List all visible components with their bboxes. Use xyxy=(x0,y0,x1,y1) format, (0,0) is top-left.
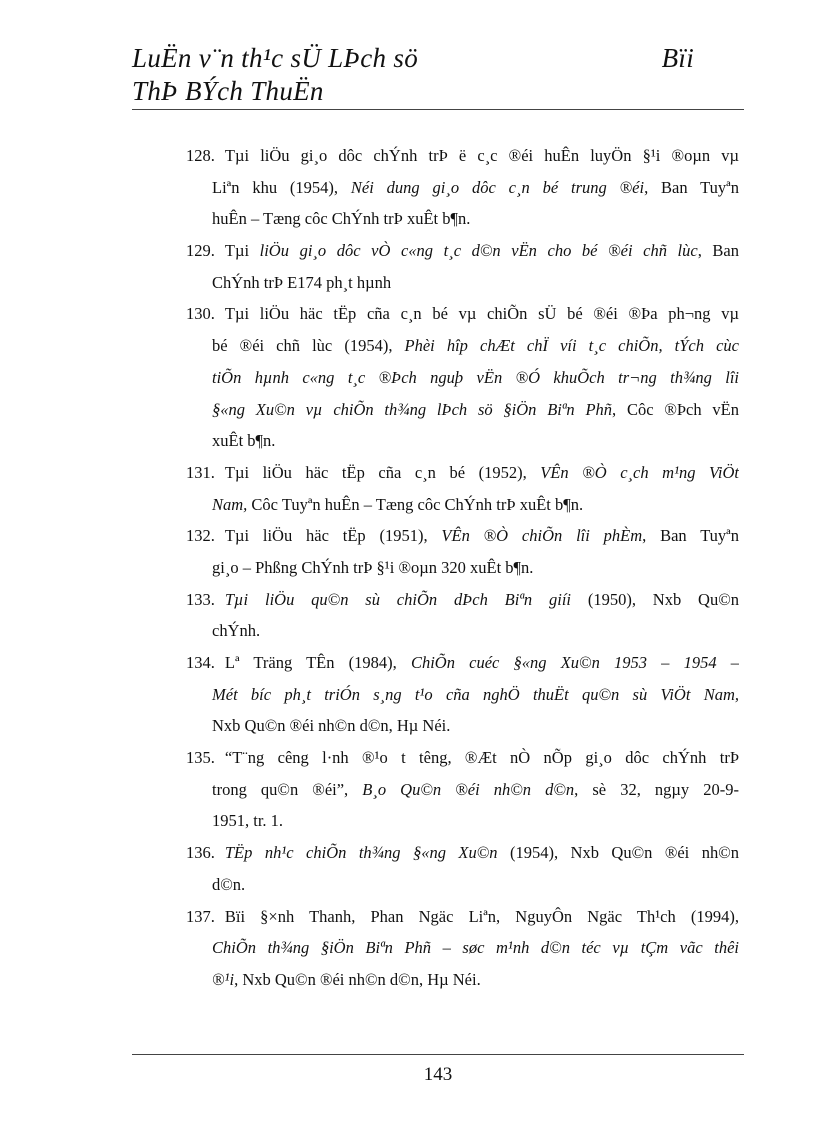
reference-number: 129. xyxy=(186,241,215,261)
reference-list xyxy=(186,140,739,996)
reference-text: chÝnh. xyxy=(212,621,261,641)
reference-text: gi¸o – Phßng ChÝnh trÞ §¹i ®oµn 320 xuÊt b¶n. xyxy=(212,557,534,577)
reference-number: 131. xyxy=(186,462,215,482)
reference-title-text: ChiÕn th¾ng §iÖn Biªn Phñ – søc m¹nh d©n téc vµ tÇm vãc thêi xyxy=(212,938,739,958)
reference-line xyxy=(186,140,739,172)
reference-line xyxy=(186,901,739,933)
reference-number: 128. xyxy=(186,146,215,165)
reference-text: , Nxb Qu©n ®éi nh©n d©n, Hµ Néi. xyxy=(234,969,481,989)
reference-text: , Ban Tuyªn xyxy=(642,526,739,546)
reference-text: d©n. xyxy=(212,874,246,894)
reference-line xyxy=(186,584,739,616)
page-number: 143 xyxy=(423,1064,453,1085)
reference-number: 137. xyxy=(186,906,215,926)
reference-item xyxy=(186,837,739,900)
reference-line xyxy=(186,267,739,299)
reference-title-text: TËp nh¹c chiÕn th¾ng §«ng Xu©n xyxy=(224,843,498,863)
reference-line xyxy=(186,679,739,711)
reference-line xyxy=(186,235,739,267)
reference-line xyxy=(186,298,739,330)
reference-text: Tµi liÖu häc tËp cña c¸n bé vµ chiÕn sÜ bé ®éi ®Þa ph¬ng vµ xyxy=(224,304,739,324)
reference-number: 132. xyxy=(186,526,215,546)
reference-number: 130. xyxy=(186,304,215,324)
reference-title-text: ChiÕn cuéc §«ng Xu©n 1953 – 1954 – xyxy=(410,653,739,672)
header-author-name: ThÞ BÝch ThuËn xyxy=(132,76,324,106)
reference-item xyxy=(186,457,739,520)
reference-line xyxy=(186,203,739,235)
reference-title-text: Néi dung gi¸o dôc c¸n bé trung ®éi xyxy=(350,177,645,197)
reference-number: 133. xyxy=(186,589,215,609)
reference-text: Tµi liÖu gi¸o dôc chÝnh trÞ ë c¸c ®éi huÊn luyÖn §¹i ®oµn vµ xyxy=(224,146,739,165)
reference-number: 134. xyxy=(186,653,215,672)
reference-text: Bïi §×nh Thanh, Phan Ngäc Liªn, NguyÔn Ngäc Th¹ch (1994), xyxy=(224,906,739,926)
reference-item xyxy=(186,140,739,235)
reference-item xyxy=(186,520,739,583)
reference-line xyxy=(186,964,739,996)
page-header xyxy=(132,42,744,110)
reference-text: bé ®éi chñ lùc (1954), xyxy=(212,336,405,356)
reference-item xyxy=(186,742,739,837)
reference-line xyxy=(186,489,739,521)
header-line-1 xyxy=(132,42,744,74)
reference-title-text: §«ng Xu©n vµ chiÕn th¾ng lÞch sö §iÖn Biªn Phñ xyxy=(212,399,613,419)
reference-title-text: VÊn ®Ò chiÕn lîi phÈm xyxy=(441,526,643,546)
reference-text: Lª Träng TÊn (1984), xyxy=(224,653,411,672)
reference-title-text: liÖu gi¸o dôc vÒ c«ng t¸c d©n vËn cho bé ®éi chñ lùc xyxy=(259,241,698,261)
reference-line xyxy=(186,425,739,457)
reference-line xyxy=(186,647,739,679)
reference-text: ChÝnh trÞ E174 ph¸t hµnh xyxy=(212,272,392,292)
reference-item xyxy=(186,298,739,456)
reference-text: (1950), Nxb Qu©n xyxy=(571,589,739,609)
reference-title-text: VÊn ®Ò c¸ch m¹ng ViÖt xyxy=(540,462,739,482)
reference-item xyxy=(186,647,739,742)
reference-item xyxy=(186,235,739,298)
reference-line xyxy=(186,457,739,489)
reference-text: trong qu©n ®éi”, xyxy=(212,779,363,799)
reference-text: “T¨ng cêng l·nh ®¹o t têng, ®Æt nÒ nÕp gi¸o dôc chÝnh trÞ xyxy=(224,748,739,768)
reference-line xyxy=(186,742,739,774)
header-rule xyxy=(132,109,744,110)
reference-text: , sè 32, ngµy 20-9- xyxy=(574,779,739,799)
reference-line xyxy=(186,869,739,901)
reference-title-text: tiÕn hµnh c«ng t¸c ®Þch nguþ vËn ®Ó khuÕch tr¬ng th¾ng lîi xyxy=(212,367,739,387)
reference-title-text: B¸o Qu©n ®éi nh©n d©n xyxy=(362,779,575,799)
reference-text: Tµi liÖu häc tËp (1951), xyxy=(224,526,442,546)
reference-line xyxy=(186,520,739,552)
reference-text: 1951, tr. 1. xyxy=(212,811,284,831)
reference-text: , Côc ®Þch vËn xyxy=(612,399,739,419)
reference-text: (1954), Nxb Qu©n ®éi nh©n xyxy=(497,843,739,863)
reference-text: , Ban Tuyªn xyxy=(644,177,739,197)
reference-text: Côc Tuyªn huÊn – Tæng côc ChÝnh trÞ xuÊt b¶n. xyxy=(247,494,584,514)
reference-line xyxy=(186,932,739,964)
reference-line xyxy=(186,615,739,647)
reference-title-text: Mét bíc ph¸t triÓn s¸ng t¹o cña nghÖ thuËt qu©n sù ViÖt Nam, xyxy=(212,684,739,704)
footer-rule xyxy=(132,1054,744,1055)
reference-text: Liªn khu (1954), xyxy=(212,177,351,197)
reference-item xyxy=(186,584,739,647)
reference-line xyxy=(186,552,739,584)
reference-text: Tµi liÖu häc tËp cña c¸n bé (1952), xyxy=(224,462,541,482)
header-author-surname: Bïi xyxy=(661,43,694,73)
reference-line xyxy=(186,774,739,806)
reference-text: , Ban xyxy=(697,241,739,261)
reference-item xyxy=(186,901,739,996)
reference-line xyxy=(186,172,739,204)
reference-text: xuÊt b¶n. xyxy=(212,431,276,451)
reference-line xyxy=(186,394,739,426)
reference-title-text: Nam, xyxy=(212,494,248,514)
reference-title-text: Tµi liÖu qu©n sù chiÕn dÞch Biªn giíi xyxy=(224,589,571,609)
reference-line xyxy=(186,837,739,869)
reference-line xyxy=(186,710,739,742)
reference-line xyxy=(186,362,739,394)
reference-line xyxy=(186,330,739,362)
reference-line xyxy=(186,805,739,837)
reference-title-text: ®¹i xyxy=(212,969,235,989)
reference-number: 135. xyxy=(186,748,215,768)
reference-number: 136. xyxy=(186,843,215,863)
reference-title-text: Phèi hîp chÆt chÏ víi t¸c chiÕn, tÝch cùc xyxy=(404,336,739,356)
reference-text: Nxb Qu©n ®éi nh©n d©n, Hµ Néi. xyxy=(212,716,451,736)
header-title: LuËn v¨n th¹c sÜ LÞch sö xyxy=(132,43,419,73)
reference-text: huÊn – Tæng côc ChÝnh trÞ xuÊt b¶n. xyxy=(212,209,471,229)
reference-text: Tµi xyxy=(224,241,260,261)
